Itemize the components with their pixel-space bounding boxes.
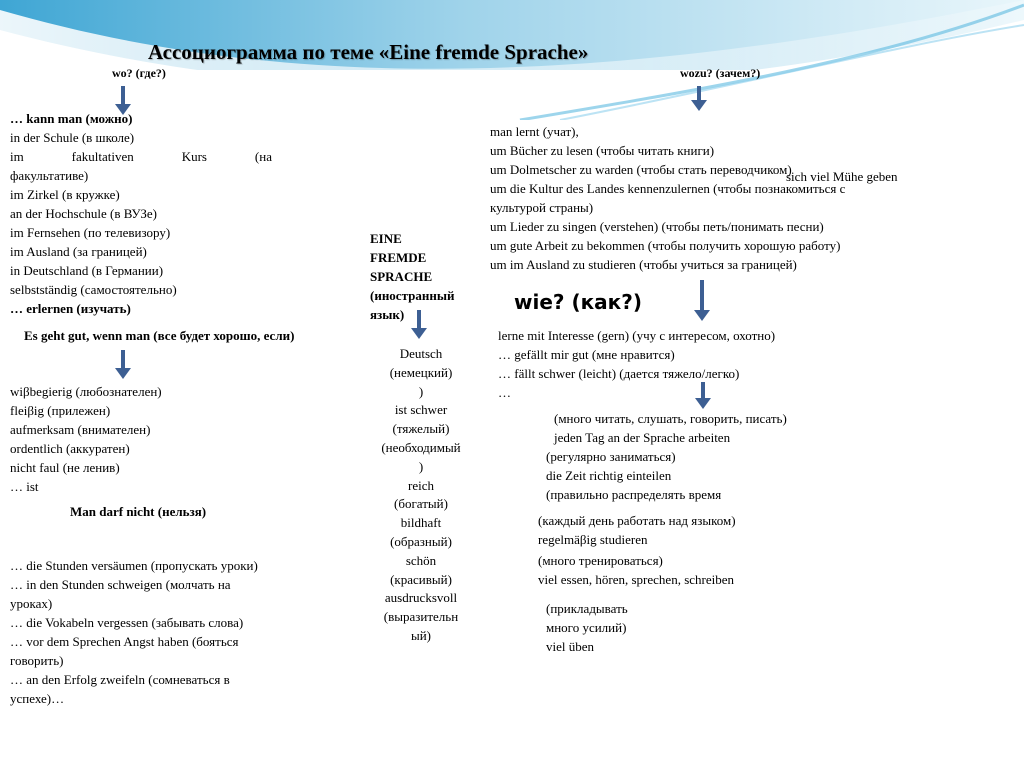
tips-block-1	[554, 409, 787, 447]
word: fakultativen	[71, 149, 134, 164]
word-line: (тяжелый)	[392, 421, 450, 437]
ways-block	[498, 326, 775, 402]
list-item: ordentlich (аккуратен)	[10, 441, 130, 456]
wozu-question: wozu? (зачем?)	[680, 66, 761, 80]
list-item: um die Kultur des Landes kennenzulernen (чтобы познакомиться с	[490, 181, 846, 196]
word: im	[10, 149, 24, 164]
list-item: … die Stunden versäumen (пропускать уроки)	[10, 558, 258, 573]
list-item: говорить)	[10, 653, 64, 668]
kann-man-heading: … kann man (можно)	[10, 111, 133, 126]
overlap-note: sich viel Mühe geben	[786, 169, 898, 184]
list-item: fleiβig (прилежен)	[10, 403, 111, 418]
word-line: (выразительн	[383, 609, 459, 625]
list-item: … ist	[10, 479, 39, 494]
down-arrow-icon	[695, 382, 711, 410]
word: (на	[254, 149, 272, 164]
darf-nicht-heading: Man darf nicht (нельзя)	[70, 504, 207, 519]
word-line: bildhaft	[400, 515, 442, 531]
list-item: um Dolmetscher zu warden (чтобы стать переводчиком)	[490, 162, 792, 177]
list-item: viel essen, hören, sprechen, schreiben	[538, 572, 735, 587]
wie-question: wie? (как?)	[514, 290, 642, 314]
list-item: in Deutschland (в Германии)	[10, 263, 164, 278]
list-item: …	[498, 385, 511, 400]
tips-block-4	[538, 551, 734, 589]
list-item: (регулярно заниматься)	[546, 449, 676, 464]
list-item: (прикладывать	[546, 601, 628, 616]
list-item: an der Hochschule (в ВУЗе)	[10, 206, 157, 221]
list-item: культурой страны)	[490, 200, 594, 215]
list-item: um im Ausland zu studieren (чтобы учиться за границей)	[490, 257, 797, 272]
heading-line: FREMDE	[370, 250, 427, 265]
reasons-block	[490, 122, 845, 274]
list-item: уроках)	[10, 596, 53, 611]
traits-block	[10, 382, 162, 496]
list-item: … vor dem Sprechen Angst haben (бояться	[10, 634, 239, 649]
list-item: um Bücher zu lesen (чтобы читать книги)	[490, 143, 715, 158]
word-line: ausdrucksvoll	[384, 590, 458, 606]
word-line: Deutsch	[399, 346, 443, 361]
list-item: много усилий)	[546, 620, 627, 635]
list-item: viel üben	[546, 639, 595, 654]
list-item: … in den Stunden schweigen (молчать на	[10, 577, 231, 592]
word-line: )	[418, 458, 424, 474]
word-line: (образный)	[390, 533, 452, 549]
word: Kurs	[181, 149, 207, 164]
down-arrow-icon	[115, 350, 131, 380]
word-line: )	[418, 383, 424, 399]
heading-line: (иностранный	[370, 288, 455, 303]
list-item: … die Vokabeln vergessen (забывать слова)	[10, 615, 244, 630]
list-item: aufmerksam (внимателен)	[10, 422, 151, 437]
tips-block-2	[546, 447, 721, 504]
word-line: ist schwer	[394, 402, 448, 418]
heading-line: EINE	[370, 231, 402, 246]
list-item: nicht faul (не ленив)	[10, 460, 120, 475]
list-item-justified	[10, 147, 272, 166]
word-line: reich	[408, 477, 434, 493]
tips-block-5	[546, 599, 628, 656]
list-item: (каждый день работать над языком)	[538, 513, 736, 528]
list-item: um gute Arbeit zu bekommen (чтобы получить хорошую работу)	[490, 238, 841, 253]
heading-line: SPRACHE	[370, 269, 433, 284]
list-item: lerne mit Interesse (gern) (учу с интересом, охотно)	[498, 328, 776, 343]
down-arrow-icon	[691, 86, 707, 112]
word-line: (немецкий)	[389, 364, 453, 380]
word-line: ый)	[410, 627, 432, 643]
list-item: jeden Tag an der Sprache arbeiten	[554, 430, 731, 445]
list-item: regelmäβig studieren	[538, 532, 648, 547]
list-item: … an den Erfolg zweifeln (сомневаться в	[10, 672, 230, 687]
word-line: (необходимый	[381, 439, 461, 455]
list-item: im Fernsehen (по телевизору)	[10, 225, 171, 240]
word-line: schön	[405, 552, 437, 568]
list-item: (много тренироваться)	[538, 553, 663, 568]
tips-block-3	[538, 511, 736, 549]
list-item: selbstständig (самостоятельно)	[10, 282, 177, 297]
list-item: (много читать, слушать, говорить, писать)	[554, 411, 787, 426]
center-words	[370, 345, 472, 646]
heading-line: язык)	[370, 307, 405, 322]
list-item: im Ausland (за границей)	[10, 244, 147, 259]
down-arrow-icon	[694, 280, 710, 322]
page-title: Ассоциограмма по теме «Eine fremde Sprache»	[148, 40, 589, 64]
list-item: … gefällt mir gut (мне нравится)	[498, 347, 675, 362]
erlernen-heading: … erlernen (изучать)	[10, 301, 131, 316]
down-arrow-icon	[411, 310, 427, 340]
list-item: im Zirkel (в кружке)	[10, 187, 120, 202]
places-block	[10, 109, 272, 318]
word-line: (красивый)	[390, 571, 452, 587]
donts-block	[10, 556, 258, 708]
es-geht-gut-heading: Es geht gut, wenn man (все будет хорошо, если)	[24, 328, 295, 343]
list-item: wiβbegierig (любознателен)	[10, 384, 162, 399]
list-item: … fällt schwer (leicht) (дается тяжело/легко)	[498, 366, 740, 381]
list-item: um Lieder zu singen (verstehen) (чтобы петь/понимать песни)	[490, 219, 824, 234]
list-item: die Zeit richtig einteilen	[546, 468, 672, 483]
list-item: man lernt (учат),	[490, 124, 579, 139]
list-item: in der Schule (в школе)	[10, 130, 135, 145]
word-line: (богатый)	[394, 496, 448, 512]
list-item: факультативе)	[10, 168, 89, 183]
list-item: (правильно распределять время	[546, 487, 722, 502]
wo-question: wo? (где?)	[112, 66, 166, 80]
list-item: успехе)…	[10, 691, 65, 706]
